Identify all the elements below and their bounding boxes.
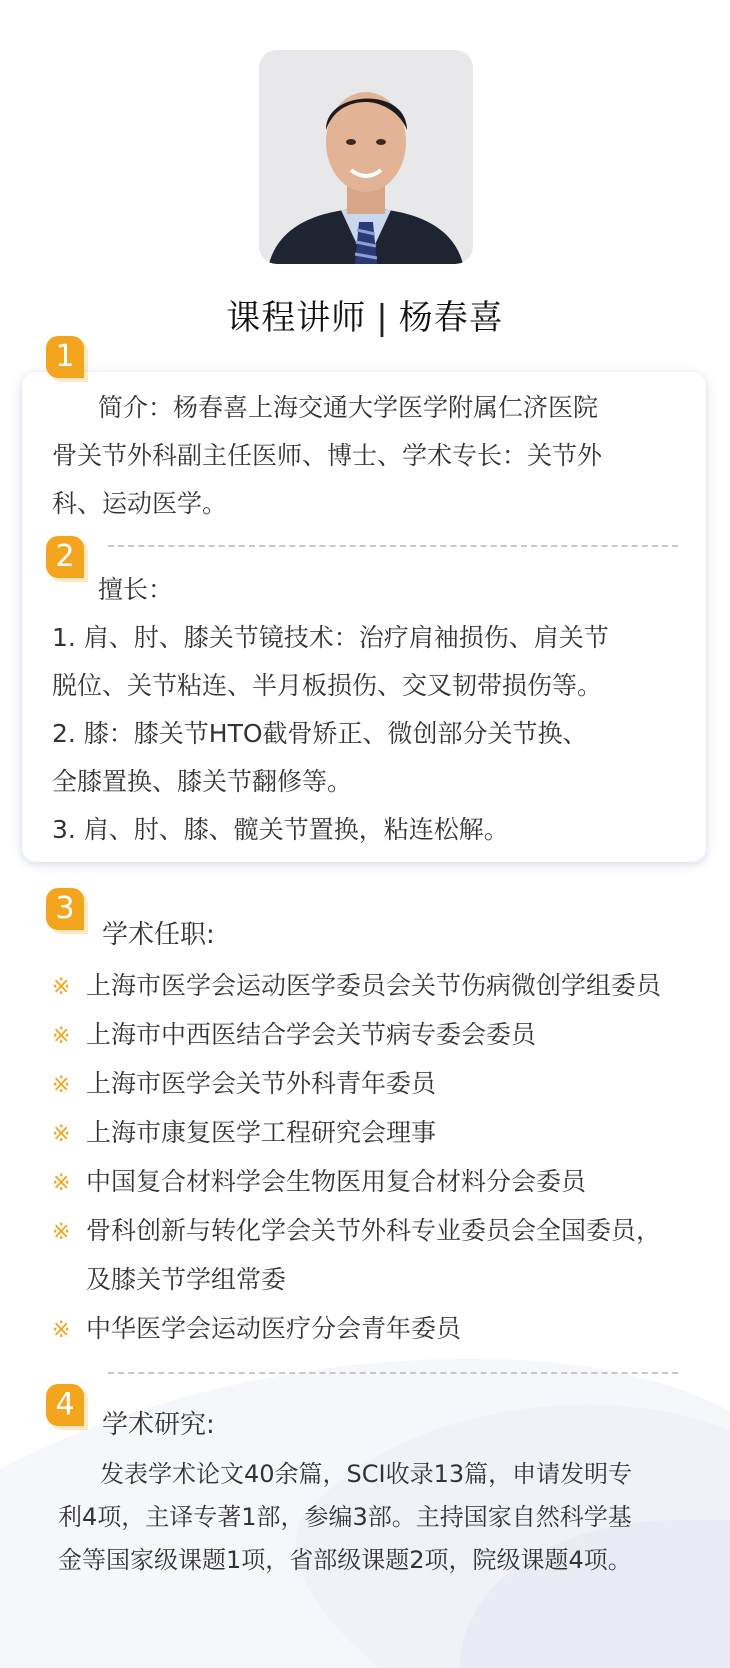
list-item-text: 中国复合材料学会生物医用复合材料分会委员 [86,1167,587,1196]
section-number-badge-2: 2 [46,536,84,578]
title-separator: | [376,298,389,338]
list-item [52,1015,536,1051]
list-item [52,966,661,1002]
reference-mark-icon: ※ [52,975,71,1000]
list-item [52,1113,436,1149]
section3-heading: 学术任职: [102,920,215,950]
list-item-text: 及膝关节学组常委 [86,1265,287,1294]
reference-mark-icon: ※ [52,1171,71,1196]
section2-line-1: 1. 肩、肘、膝关节镜技术：治疗肩袖损伤、肩关节 [52,623,609,652]
section-divider-1 [108,545,678,547]
section4-line-2: 利4项，主译专著1部，参编3部。主持国家自然科学基 [58,1503,632,1531]
reference-mark-icon: ※ [52,1220,71,1245]
section2-line-2: 脱位、关节粘连、半月板损伤、交叉韧带损伤等。 [52,671,603,700]
list-item-text: 上海市康复医学工程研究会理事 [86,1118,437,1147]
list-item-text: 中华医学会运动医疗分会青年委员 [86,1314,462,1343]
section-number-badge-4: 4 [46,1384,84,1426]
list-item-text: 上海市医学会运动医学委员会关节伤病微创学组委员 [86,971,662,1000]
section4-line-1: 发表学术论文40余篇，SCI收录13篇，申请发明专 [100,1460,633,1488]
section4-heading: 学术研究: [102,1410,215,1440]
reference-mark-icon: ※ [52,1024,71,1049]
section2-line-5: 3. 肩、肘、膝、髋关节置换，粘连松解。 [52,815,509,844]
section2-heading: 擅长： [98,575,174,604]
list-item [52,1162,586,1198]
section-number-badge-3: 3 [46,888,84,930]
lecturer-portrait [259,50,473,264]
title-name: 杨春喜 [398,298,504,338]
section1-line-2: 骨关节外科副主任医师、博士、学术专长：关节外 [52,441,603,470]
list-item-text: 上海市中西医结合学会关节病专委会委员 [86,1020,537,1049]
section1-line-1: 简介：杨春喜上海交通大学医学附属仁济医院 [98,393,599,422]
title-prefix: 课程讲师 [226,298,367,338]
list-item-text: 上海市医学会关节外科青年委员 [86,1069,437,1098]
list-item [52,1211,661,1247]
section2-line-3: 2. 膝：膝关节HTO截骨矫正、微创部分关节换、 [52,719,588,748]
section-divider-2 [108,1372,678,1374]
section1-line-3: 科、运动医学。 [52,489,228,518]
section4-line-3: 金等国家级课题1项，省部级课题2项，院级课题4项。 [58,1546,632,1574]
list-item-text: 骨科创新与转化学会关节外科专业委员会全国委员， [86,1216,662,1245]
reference-mark-icon: ※ [52,1122,71,1147]
section2-line-4: 全膝置换、膝关节翻修等。 [52,767,353,796]
section-number-badge-1: 1 [46,336,84,378]
list-item [52,1064,436,1100]
list-item [52,1309,461,1345]
list-item-continuation [52,1260,286,1296]
reference-mark-icon: ※ [52,1073,71,1098]
reference-mark-icon: ※ [52,1318,71,1343]
page-title [0,290,730,339]
